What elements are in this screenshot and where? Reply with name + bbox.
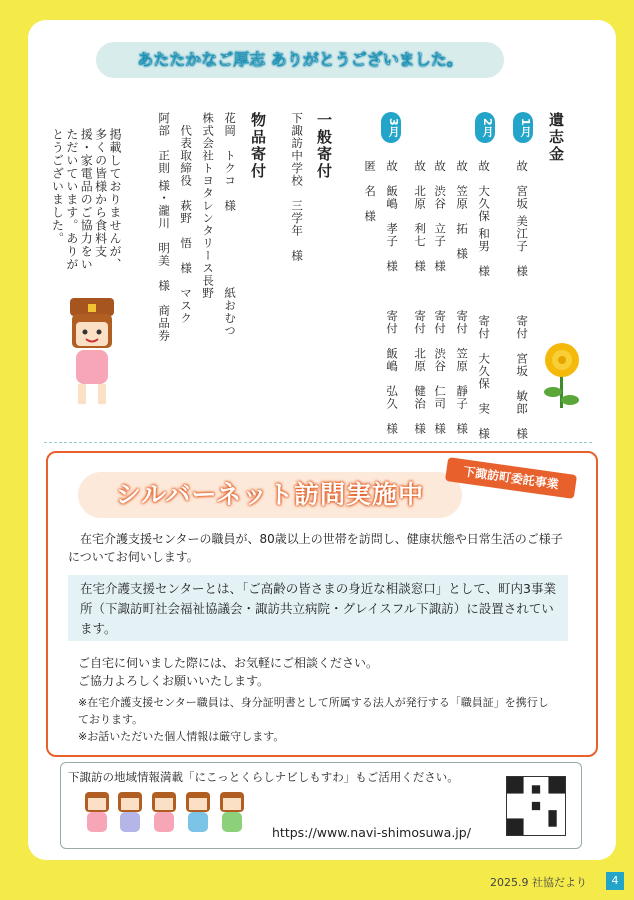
buppin-row: 阿部 正則 様・瀧川 明美 様 商品券 bbox=[157, 112, 172, 342]
isekin-row: 故 笠原 拓 様 寄付 笠原 靜子 様 bbox=[455, 160, 470, 435]
center-info-box: 在宅介護支援センターとは、「ご高齢の皆さまの身近な相談窓口」として、町内3事業所（下諏訪町社会福祉協議会・諏訪共立病院・グレイスフル下諏訪）に設置されています。 bbox=[68, 575, 568, 641]
month-jan: 1月 bbox=[513, 112, 533, 143]
isekin-row: 故 北原 利七 様 寄付 北原 健治 様 bbox=[413, 160, 428, 435]
ippan-row: 下諏訪中学校 三学年 様 bbox=[290, 112, 305, 262]
navi-text: 下諏訪の地域情報満載「にこっとくらしナビしもすわ」もご活用ください。 bbox=[68, 770, 459, 784]
isekin-row: 故 飯嶋 孝子 様 寄付 飯嶋 弘久 様 bbox=[385, 160, 400, 435]
thanks-banner: あたたかなご厚志 ありがとうございました。 bbox=[96, 42, 504, 78]
buppin-title: 物品寄付 bbox=[249, 112, 267, 180]
isekin-row: 故 渋谷 立子 様 寄付 渋谷 仁司 様 bbox=[433, 160, 448, 435]
buppin-row: 代表取締役 萩野 悟 様 マスク bbox=[179, 112, 194, 325]
qr-code-icon[interactable] bbox=[506, 776, 566, 836]
mascot-character-icon bbox=[62, 292, 122, 410]
divider bbox=[44, 442, 592, 443]
isekin-title: 遺志金 bbox=[547, 112, 565, 163]
silver-intro: 在宅介護支援センターの職員が、80歳以上の世帯を訪問し、健康状態や日常生活のご様子についてお伺いします。 bbox=[68, 532, 563, 564]
month-feb: 2月 bbox=[475, 112, 495, 143]
chrysanthemum-icon bbox=[540, 340, 584, 414]
month-mar: 3月 bbox=[381, 112, 401, 143]
buppin-row: 花岡 トクコ 様 紙おむつ bbox=[223, 112, 238, 337]
page-number: 4 bbox=[606, 872, 624, 890]
commission-tag: 下諏訪町委託事業 bbox=[445, 457, 577, 499]
silver-net-title: シルバーネット訪問実施中 bbox=[78, 472, 462, 518]
isekin-row: 故 大久保 和男 様 寄付 大久保 実 様 bbox=[477, 160, 492, 440]
note-text: 掲載しておりませんが、多くの皆様から食料支援・家電品のご協力をいただいています。ありがとうございました。 bbox=[50, 128, 122, 271]
visit-line-2: ご協力よろしくお願いいたします。 bbox=[78, 674, 270, 688]
ippan-title: 一般寄付 bbox=[315, 112, 333, 180]
note-id-card: ※在宅介護支援センター職員は、身分証明書として所属する法人が発行する「職員証」を携行しております。 bbox=[78, 696, 549, 726]
isekin-row: 匿 名 様 bbox=[363, 160, 378, 223]
note-privacy: ※お話いただいた個人情報は厳守します。 bbox=[78, 730, 285, 743]
issue-date: 2025.9 社協だより bbox=[490, 876, 587, 889]
buppin-row: 株式会社トヨタレンタリース長野 bbox=[201, 112, 216, 300]
visit-line-1: ご自宅に伺いました際には、お気軽にご相談ください。 bbox=[78, 656, 379, 670]
isekin-row: 故 宮坂 美江子 様 寄付 宮坂 敏郎 様 bbox=[515, 160, 530, 440]
mascot-group-icon bbox=[80, 790, 260, 845]
navi-url-link[interactable]: https://www.navi-shimosuwa.jp/ bbox=[272, 825, 471, 840]
